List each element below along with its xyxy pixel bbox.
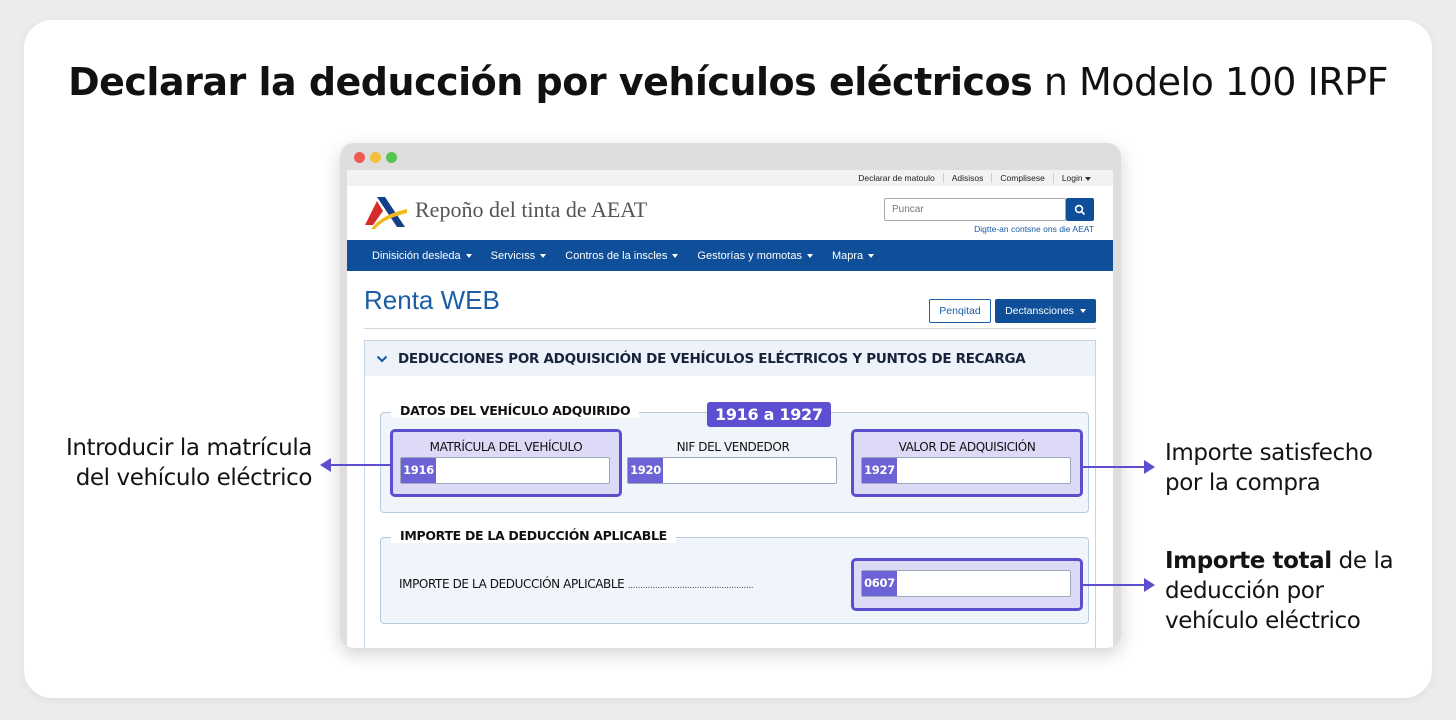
annotation-right-bottom-line3: vehículo eléctrico — [1165, 608, 1361, 634]
section-title: DEDUCCIONES POR ADQUISICIÓN DE VEHÍCULOS ELÉCTRICOS Y PUNTOS DE RECARGA — [398, 350, 1026, 367]
section-header[interactable] — [365, 341, 1095, 376]
web-page — [347, 170, 1113, 648]
maximize-window-icon[interactable] — [386, 152, 397, 163]
nav-item-5[interactable] — [832, 250, 874, 262]
headline-bold: Declarar la deducción por vehículos eléctricos — [68, 60, 1033, 104]
toplink-login[interactable] — [1053, 173, 1099, 183]
chevron-down-icon — [1080, 309, 1086, 313]
deduction-legend: IMPORTE DE LA DEDUCCIÓN APLICABLE — [391, 528, 676, 543]
arrow-right-top-line — [1081, 466, 1145, 468]
arrow-right-bottom-icon — [1144, 578, 1155, 592]
divider — [364, 328, 1096, 329]
chevron-down-icon — [1085, 177, 1091, 181]
nav-item-label: Servicıss — [490, 249, 536, 262]
field-label-matricula: MATRÍCULA DEL VEHÍCULO — [429, 440, 583, 454]
nav-item-label: Dinisición desleda — [372, 249, 461, 262]
chevron-down-icon — [376, 353, 388, 365]
nav-item-label: Contros de la inscles — [565, 249, 668, 262]
field-code-1927: 1927 — [862, 458, 897, 483]
aeat-logo-icon — [363, 191, 409, 231]
chevron-down-icon — [807, 254, 813, 258]
field-code-1916: 1916 — [401, 458, 436, 483]
declarations-label: Dectansciones — [1005, 305, 1074, 317]
headline-light: n Modelo 100 IRPF — [1032, 60, 1388, 104]
headline — [0, 60, 1456, 104]
deduction-row-label — [399, 577, 753, 591]
declarations-dropdown-button[interactable] — [995, 299, 1096, 323]
nav-item-3[interactable] — [565, 250, 678, 262]
nav-item-4[interactable] — [697, 250, 813, 262]
nav-item-2[interactable] — [491, 250, 547, 262]
chevron-down-icon — [868, 254, 874, 258]
arrow-right-bottom-line — [1081, 584, 1145, 586]
main-nav — [347, 240, 1113, 271]
brand-row — [347, 186, 1113, 240]
annotation-right-bottom-line1 — [1165, 546, 1425, 576]
annotation-bold: Importe total — [1165, 548, 1332, 574]
field-code-1920: 1920 — [628, 458, 663, 483]
search-icon — [1074, 204, 1086, 216]
annotation-left-line1: Introducir la matrícula — [65, 435, 312, 461]
toplink-complisese[interactable]: Complisese — [991, 173, 1052, 183]
field-code-0607: 0607 — [862, 571, 897, 596]
nav-item-1[interactable] — [372, 250, 472, 262]
chevron-down-icon — [540, 254, 546, 258]
annotation-right-top — [1165, 438, 1415, 498]
annotation-rest: de la — [1331, 548, 1394, 574]
search-input[interactable] — [884, 198, 1066, 221]
arrow-right-top-icon — [1144, 460, 1155, 474]
deductions-section — [364, 340, 1096, 648]
matricula-input[interactable] — [400, 457, 610, 484]
range-badge: 1916 a 1927 — [707, 402, 831, 427]
valor-adquisicion-input[interactable] — [861, 457, 1071, 484]
search-sublink[interactable]: Digtte-an contsne ons die AEAT — [974, 224, 1094, 234]
deduction-amount-input[interactable] — [861, 570, 1071, 597]
page-title: Renta WEB — [364, 285, 500, 315]
minimize-window-icon[interactable] — [370, 152, 381, 163]
pendit-button[interactable]: Penqitad — [929, 299, 991, 323]
toplink-declarar[interactable]: Declarar de matoulo — [858, 173, 935, 183]
vehicle-data-legend: DATOS DEL VEHÍCULO ADQUIRIDO — [391, 403, 639, 418]
arrow-left-icon — [320, 458, 331, 472]
brand-name: Repoño del tinta de AEAT — [415, 197, 648, 222]
deduction-row-text: IMPORTE DE LA DEDUCCIÓN APLICABLE — [399, 577, 625, 591]
chevron-down-icon — [466, 254, 472, 258]
close-window-icon[interactable] — [354, 152, 365, 163]
window-controls — [354, 152, 397, 163]
annotation-right-top-line1: Importe satisfecho — [1165, 440, 1373, 466]
login-label: Login — [1061, 173, 1083, 183]
arrow-left-line — [330, 464, 392, 466]
nav-item-label: Gestorías y momotas — [697, 249, 802, 262]
browser-window — [340, 143, 1121, 648]
top-links-bar — [347, 170, 1113, 186]
annotation-right-bottom — [1165, 546, 1425, 636]
field-label-nif: NIF DEL VENDEDOR — [676, 440, 790, 454]
annotation-right-bottom-line2: deducción por — [1165, 578, 1324, 604]
annotation-left — [40, 433, 312, 493]
nif-vendedor-input[interactable] — [627, 457, 837, 484]
toplink-avisos[interactable]: Adisisos — [943, 173, 992, 183]
field-label-valor: VALOR DE ADQUISICIÓN — [898, 440, 1036, 454]
nav-item-label: Mapra — [831, 249, 864, 262]
search-button[interactable] — [1066, 198, 1094, 221]
leader-dots: ................................................... — [627, 581, 754, 591]
annotation-left-line2: del vehículo eléctrico — [75, 465, 312, 491]
chevron-down-icon — [672, 254, 678, 258]
annotation-right-top-line2: por la compra — [1165, 470, 1321, 496]
